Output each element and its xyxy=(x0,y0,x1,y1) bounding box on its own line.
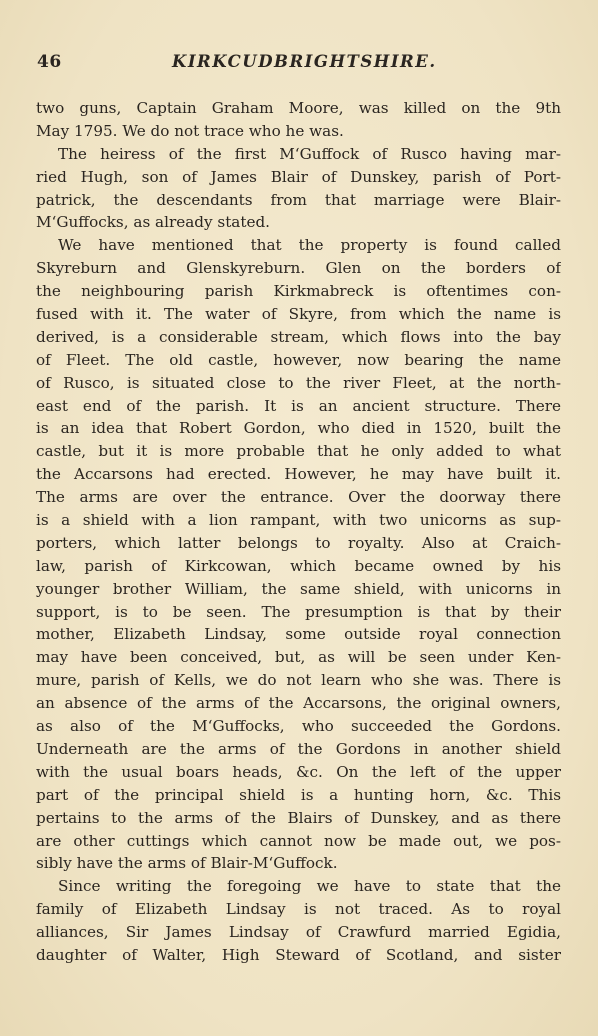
text-line: derived, is a considerable stream, which flows into the bay xyxy=(36,327,561,346)
text-line: castle, but it is more probable that he only added to what xyxy=(36,442,561,461)
text-line: support, is to be seen. The presumption is that by their xyxy=(36,602,561,621)
text-line: an absence of the arms of the Accarsons, the original owners, xyxy=(36,694,561,713)
text-line: are other cuttings which cannot now be made out, we pos- xyxy=(36,831,561,850)
text-line: The heiress of the first M‘Guffock of Rusco having mar- xyxy=(58,144,561,163)
text-line: Underneath are the arms of the Gordons in another shield xyxy=(36,739,561,758)
text-line: two guns, Captain Graham Moore, was killed on the 9th xyxy=(36,99,561,117)
text-line: is an idea that Robert Gordon, who died in 1520, built the xyxy=(36,419,561,438)
text-line: May 1795. We do not trace who he was. xyxy=(36,121,344,140)
text-line: east end of the parish. It is an ancient structure. There xyxy=(36,396,561,415)
running-head: KIRKCUDBRIGHTSHIRE. xyxy=(172,52,437,71)
text-line: sibly have the arms of Blair-M‘Guffock. xyxy=(36,854,338,873)
text-line: pertains to the arms of the Blairs of Dunskey, and as there xyxy=(36,808,561,827)
text-line: Since writing the foregoing we have to state that the xyxy=(58,877,561,896)
text-line: ried Hugh, son of James Blair of Dunskey, parish of Port- xyxy=(36,167,561,186)
text-line: We have mentioned that the property is found called xyxy=(58,236,561,255)
text-line: may have been conceived, but, as will be seen under Ken- xyxy=(36,648,561,667)
page-header xyxy=(37,52,562,74)
text-line: mure, parish of Kells, we do not learn who she was. There is xyxy=(36,671,561,690)
text-line: family of Elizabeth Lindsay is not traced. As to royal xyxy=(36,900,561,919)
page-number: 46 xyxy=(37,52,62,72)
text-line: is a shield with a lion rampant, with two unicorns as sup- xyxy=(36,511,561,530)
body-text xyxy=(36,97,561,967)
text-line: mother, Elizabeth Lindsay, some outside royal connection xyxy=(36,625,561,644)
text-line: Skyreburn and Glenskyreburn. Glen on the borders of xyxy=(36,259,561,278)
text-line: the Accarsons had erected. However, he may have built it. xyxy=(36,465,561,484)
text-line: of Fleet. The old castle, however, now bearing the name xyxy=(36,350,561,369)
text-line: alliances, Sir James Lindsay of Crawfurd married Egidia, xyxy=(36,923,561,942)
text-line: M‘Guffocks, as already stated. xyxy=(36,213,270,232)
text-line: of Rusco, is situated close to the river Fleet, at the north- xyxy=(36,373,561,392)
text-line: law, parish of Kirkcowan, which became owned by his xyxy=(36,556,561,575)
text-line: the neighbouring parish Kirkmabreck is oftentimes con- xyxy=(36,282,561,301)
text-line: daughter of Walter, High Steward of Scotland, and sister xyxy=(36,945,561,964)
text-line: patrick, the descendants from that marriage were Blair- xyxy=(36,190,561,209)
text-line: fused with it. The water of Skyre, from which the name is xyxy=(36,305,561,324)
text-line: part of the principal shield is a hunting horn, &c. This xyxy=(36,785,561,804)
text-line: The arms are over the entrance. Over the doorway there xyxy=(36,488,561,507)
text-line: with the usual boars heads, &c. On the left of the upper xyxy=(36,762,561,781)
text-line: porters, which latter belongs to royalty. Also at Craich- xyxy=(36,533,561,552)
text-line: as also of the M‘Guffocks, who succeeded the Gordons. xyxy=(36,717,561,736)
text-line: younger brother William, the same shield, with unicorns in xyxy=(36,579,561,598)
